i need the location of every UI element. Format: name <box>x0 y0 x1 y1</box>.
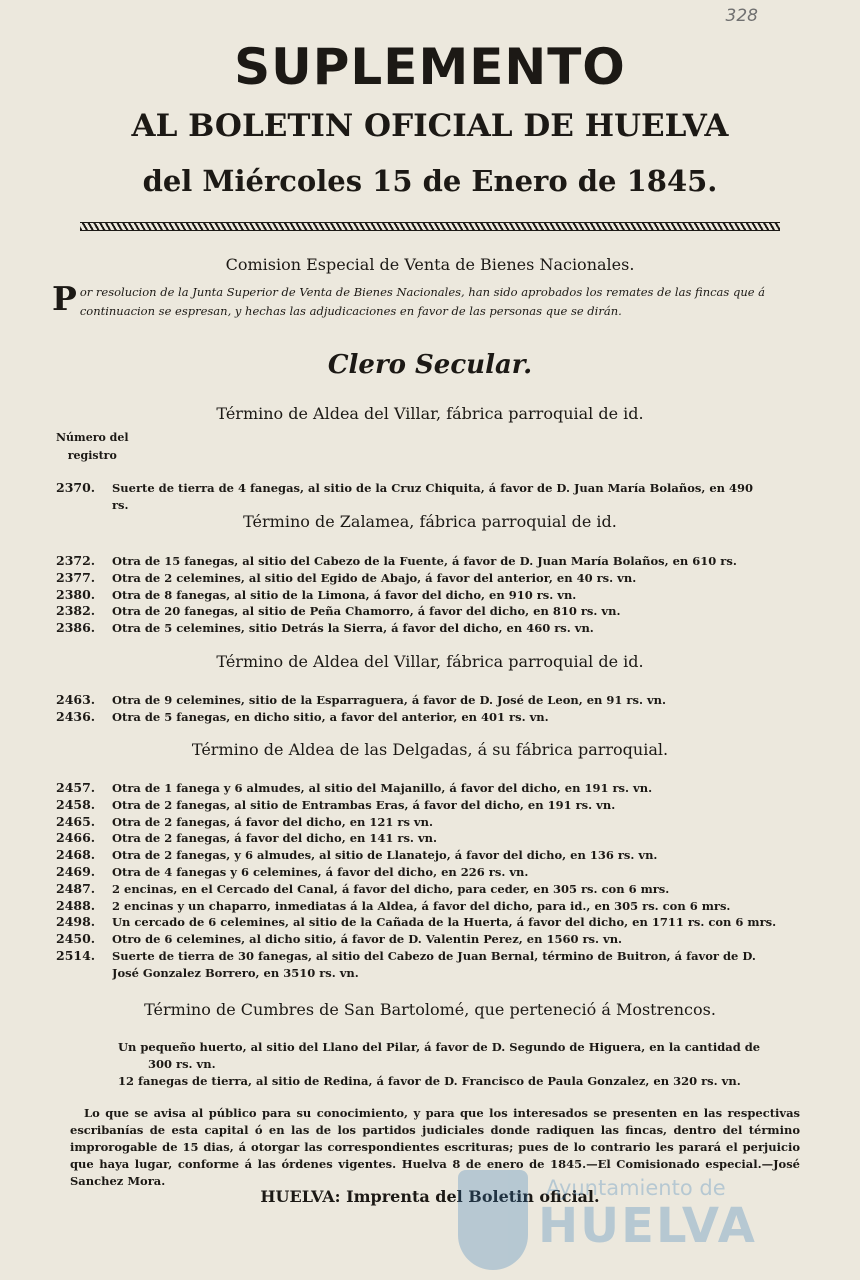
entry-text: Otra de 8 fanegas, al sitio de la Limona, á favor del dicho, en 910 rs. vn. <box>112 587 577 602</box>
register-number: 2372. <box>56 553 96 568</box>
list-item <box>56 587 796 604</box>
heading-aldea-villar-2: Término de Aldea del Villar, fábrica parroquial de id. <box>216 652 644 671</box>
entries-group-4 <box>56 780 796 982</box>
entries-group-3 <box>56 692 796 726</box>
heading-aldea-villar-1: Término de Aldea del Villar, fábrica parroquial de id. <box>216 404 644 423</box>
entry-text-cont: José Gonzalez Borrero, en 3510 rs. vn. <box>112 965 359 980</box>
list-item <box>56 480 796 514</box>
watermark-line-1: Ayuntamiento de <box>546 1176 726 1200</box>
entry-text: Otra de 2 fanegas, y 6 almudes, al sitio de Llanatejo, á favor del dicho, en 136 rs. vn. <box>112 848 658 863</box>
entry-text: Otra de 15 fanegas, al sitio del Cabezo de la Fuente, á favor de D. Juan María Bolaños, en 610 rs. <box>112 554 737 568</box>
register-label-line2: registro <box>67 449 117 462</box>
register-number: 2514. <box>56 947 96 963</box>
mostrencos-line-1b: 300 rs. vn. <box>148 1057 216 1071</box>
entry-text: Otra de 5 celemines, sitio Detrás la Sierra, á favor del dicho, en 460 rs. vn. <box>112 621 594 636</box>
document-title: SUPLEMENTO <box>234 38 626 96</box>
list-item <box>56 553 796 570</box>
archive-number: 328 <box>725 6 758 26</box>
list-item <box>56 797 796 814</box>
decorative-rule <box>80 222 780 231</box>
list-item <box>56 830 796 847</box>
entry-text: Un cercado de 6 celemines, al sitio de la Cañada de la Huerta, á favor del dicho, en 1711 rs. con 6 mrs. <box>112 915 777 930</box>
entry-text: Otra de 4 fanegas y 6 celemines, á favor del dicho, en 226 rs. vn. <box>112 864 529 879</box>
mostrencos-line-1: Un pequeño huerto, al sitio del Llano del Pilar, á favor de D. Segundo de Higuera, en la cantidad de <box>118 1040 761 1054</box>
register-number: 2487. <box>56 880 96 896</box>
list-item <box>56 881 796 898</box>
register-label-line1: Número del <box>56 431 129 444</box>
list-item <box>56 931 796 948</box>
register-number: 2436. <box>56 708 96 724</box>
watermark-line-2: HUELVA <box>538 1198 757 1254</box>
entry-text: Suerte de tierra de 4 fanegas, al sitio de la Cruz Chiquita, á favor de D. Juan María Bolaños, en 490 <box>112 481 754 495</box>
entry-text: Otra de 2 fanegas, á favor del dicho, en 121 rs vn. <box>112 814 433 829</box>
list-item <box>56 864 796 881</box>
entry-text-cont: rs. <box>112 497 129 512</box>
list-item <box>56 914 796 931</box>
intro-text: or resolucion de la Junta Superior de Venta de Bienes Nacionales, han sido aprobados los remates de las fincas que á continuacion se espresan, y hechas las adjudicaciones en favor de las personas que se dirán. <box>79 285 766 318</box>
list-item <box>56 847 796 864</box>
closing-notice: Lo que se avisa al público para su conocimiento, y para que los interesados se presenten en las respectivas escribanías de esta capital ó en las de los partidos judiciales donde radiquen las fincas, dentro del término improrogable de 15 dias, á otorgar las correspondientes escrituras; pues de lo contrario les parará el perjuicio que haya lugar, conforme á las órdenes vigentes. Huelva 8 de enero de 1845.—El Comisionado especial.—José Sanchez Mora. <box>70 1106 800 1188</box>
register-number: 2468. <box>56 847 96 863</box>
entry-text: Otro de 6 celemines, al dicho sitio, á favor de D. Valentin Perez, en 1560 rs. vn. <box>112 932 623 947</box>
heading-aldea-delgadas: Término de Aldea de las Delgadas, á su fábrica parroquial. <box>191 740 669 759</box>
list-item <box>56 570 796 587</box>
heading-zalamea: Término de Zalamea, fábrica parroquial de id. <box>243 512 617 531</box>
mostrencos-line-2: 12 fanegas de tierra, al sitio de Redina, á favor de D. Francisco de Paula Gonzalez, en 320 rs. vn. <box>118 1074 741 1088</box>
entries-group-1 <box>56 480 796 514</box>
register-number: 2377. <box>56 569 96 585</box>
register-number: 2450. <box>56 931 96 947</box>
entries-group-2 <box>56 553 796 637</box>
entry-text: Otra de 5 fanegas, en dicho sitio, a favor del anterior, en 401 rs. vn. <box>112 709 549 724</box>
register-number: 2466. <box>56 830 96 846</box>
entry-text: 2 encinas, en el Cercado del Canal, á favor del dicho, para ceder, en 305 rs. con 6 mrs. <box>112 881 670 896</box>
entry-text: Otra de 2 celemines, al sitio del Egido de Abajo, á favor del anterior, en 40 rs. vn. <box>112 570 637 585</box>
register-number: 2380. <box>56 586 96 602</box>
register-number: 2382. <box>56 603 96 619</box>
register-number: 2386. <box>56 620 96 636</box>
register-number: 2457. <box>56 780 96 795</box>
entry-text: Suerte de tierra de 30 fanegas, al sitio del Cabezo de Juan Bernal, término de Buitron, á favor de D. <box>112 948 756 963</box>
list-item <box>56 948 796 982</box>
register-number: 2463. <box>56 692 96 707</box>
commission-heading: Comision Especial de Venta de Bienes Nacionales. <box>225 255 635 274</box>
list-item <box>56 692 796 709</box>
register-number: 2465. <box>56 813 96 829</box>
list-item <box>56 898 796 915</box>
register-number: 2469. <box>56 863 96 879</box>
mostrencos-entries <box>118 1039 808 1090</box>
list-item <box>56 780 796 797</box>
register-number: 2498. <box>56 914 96 930</box>
entry-text: Otra de 9 celemines, sitio de la Esparraguera, á favor de D. José de Leon, en 91 rs. vn. <box>112 693 667 707</box>
document-date: del Miércoles 15 de Enero de 1845. <box>142 164 718 198</box>
register-label <box>56 429 129 465</box>
entry-text: Otra de 2 fanegas, á favor del dicho, en 141 rs. vn. <box>112 831 437 846</box>
imprint-line: HUELVA: Imprenta del Boletin oficial. <box>260 1187 600 1206</box>
heading-cumbres: Término de Cumbres de San Bartolomé, que perteneció á Mostrencos. <box>144 1000 716 1019</box>
register-number: 2370. <box>56 480 96 495</box>
drop-cap: P <box>52 279 77 318</box>
register-number: 2488. <box>56 897 96 913</box>
document-subtitle: AL BOLETIN OFICIAL DE HUELVA <box>131 108 729 144</box>
list-item <box>56 603 796 620</box>
list-item <box>56 814 796 831</box>
list-item <box>56 709 796 726</box>
entry-text: Otra de 1 fanega y 6 almudes, al sitio del Majanillo, á favor del dicho, en 191 rs. vn. <box>112 781 653 795</box>
entry-text: 2 encinas y un chaparro, inmediatas á la Aldea, á favor del dicho, para id., en 305 rs. con 6 mrs. <box>112 898 731 913</box>
intro-paragraph <box>52 279 792 321</box>
register-number: 2458. <box>56 796 96 812</box>
list-item <box>56 620 796 637</box>
entry-text: Otra de 2 fanegas, al sitio de Entrambas Eras, á favor del dicho, en 191 rs. vn. <box>112 797 616 812</box>
section-title: Clero Secular. <box>327 350 533 380</box>
entry-text: Otra de 20 fanegas, al sitio de Peña Chamorro, á favor del dicho, en 810 rs. vn. <box>112 604 621 619</box>
